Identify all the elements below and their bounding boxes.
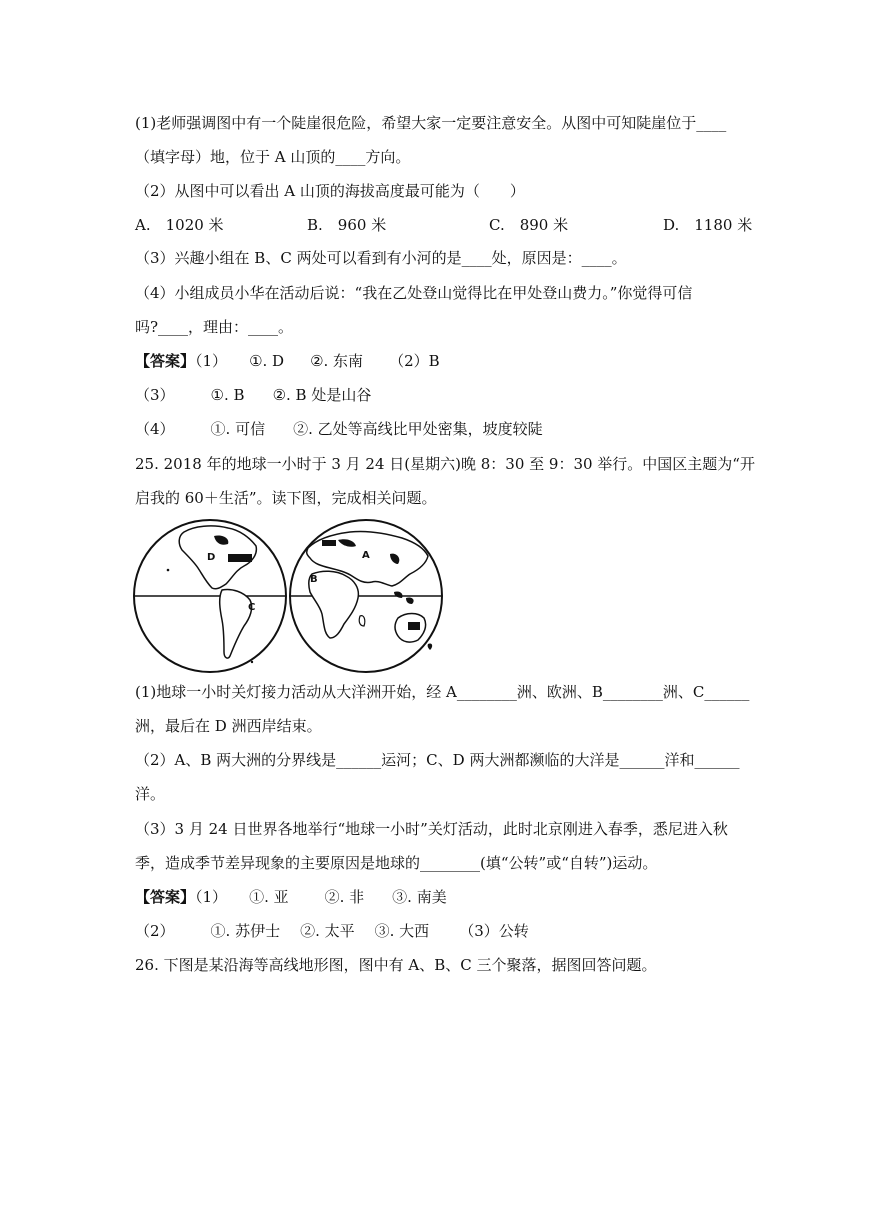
q25-part3-line2: 季，造成季节差异现象的主要原因是地球的________(填“公转”或“自转”)运动。 [135, 854, 658, 872]
q25-answer-line2 [135, 921, 529, 941]
answer-item: ①. 亚 [249, 888, 289, 906]
choice-d: D. 1180 米 [663, 216, 753, 234]
answer-label: 【答案】 [135, 888, 196, 906]
q25-part1-line2: 洲，最后在 D 洲西岸结束。 [135, 717, 322, 735]
answer-item: ③. 大西 [374, 922, 430, 940]
answer-item: （3） [135, 386, 175, 404]
choice-a: A. 1020 米 [135, 216, 224, 234]
answer-item: （1） [195, 352, 228, 370]
q24-part1-line1: (1)老师强调图中有一个陡崖很危险，希望大家一定要注意安全。从图中可知陡崖位于____ [135, 114, 727, 132]
western-hemisphere [134, 520, 286, 672]
q24-part3: （3）兴趣小组在 B、C 两处可以看到有小河的是____处，原因是：____。 [135, 249, 627, 267]
answer-item: （2）B [389, 352, 440, 370]
q25-answer-line1 [135, 887, 447, 907]
q26-stem: 26. 下图是某沿海等高线地形图，图中有 A、B、C 三个聚落，据图回答问题。 [135, 956, 657, 974]
q25-stem-line2: 启我的 60＋生活”。读下图，完成相关问题。 [135, 489, 437, 507]
answer-item: ③. 南美 [392, 888, 447, 906]
q24-answer-line3 [135, 419, 543, 439]
choice-c: C. 890 米 [489, 216, 569, 234]
eastern-hemisphere [290, 520, 442, 672]
q24-choices [135, 214, 753, 234]
answer-item: ②. 东南 [310, 352, 364, 370]
q25-part3-line1: （3）3 月 24 日世界各地举行“地球一小时”关灯活动，此时北京刚进入春季，悉尼进入秋 [135, 820, 728, 838]
q25-stem-line1: 25. 2018 年的地球一小时于 3 月 24 日(星期六)晚 8：30 至 9：30 举行。中国区主题为“开 [135, 455, 755, 473]
answer-item: ①. 苏伊士 [210, 922, 281, 940]
answer-item: ②. 乙处等高线比甲处密集，坡度较陡 [293, 420, 543, 438]
q25-part2-line1: （2）A、B 两大洲的分界线是______运河；C、D 两大洲都濒临的大洋是______洋和______ [135, 751, 740, 769]
answer-item: ①. D [249, 352, 285, 370]
q25-part2-line2: 洋。 [135, 785, 166, 803]
q24-answer-line2 [135, 385, 371, 405]
map-label-a: A [362, 550, 370, 561]
answer-item: ①. B [210, 386, 245, 404]
q24-part4-line2: 吗?____，理由：____。 [135, 318, 294, 336]
answer-item: （4） [135, 420, 175, 438]
q24-answer-line1 [135, 351, 440, 371]
q24-part1-line2: （填字母）地，位于 A 山顶的____方向。 [135, 148, 411, 166]
answer-item: （1） [195, 888, 228, 906]
answer-item: （2） [135, 922, 175, 940]
q24-part4-line1: （4）小组成员小华在活动后说：“我在乙处登山觉得比在甲处登山费力。”你觉得可信 [135, 284, 693, 302]
answer-item: ②. B 处是山谷 [272, 386, 372, 404]
choice-b: B. 960 米 [307, 216, 387, 234]
answer-item: ②. 太平 [300, 922, 355, 940]
map-label-d: D [207, 552, 216, 563]
world-hemispheres-map [132, 518, 446, 674]
answer-item: （3）公转 [459, 922, 529, 940]
map-label-c: C [248, 602, 256, 613]
answer-label: 【答案】 [135, 352, 196, 370]
answer-item: ①. 可信 [210, 420, 266, 438]
map-label-b: B [310, 574, 318, 585]
answer-item: ②. 非 [324, 888, 365, 906]
q25-part1-line1: (1)地球一小时关灯接力活动从大洋洲开始，经 A________洲、欧洲、B________洲、C______ [135, 683, 750, 701]
q24-part2: （2）从图中可以看出 A 山顶的海拔高度最可能为（ ） [135, 182, 525, 200]
